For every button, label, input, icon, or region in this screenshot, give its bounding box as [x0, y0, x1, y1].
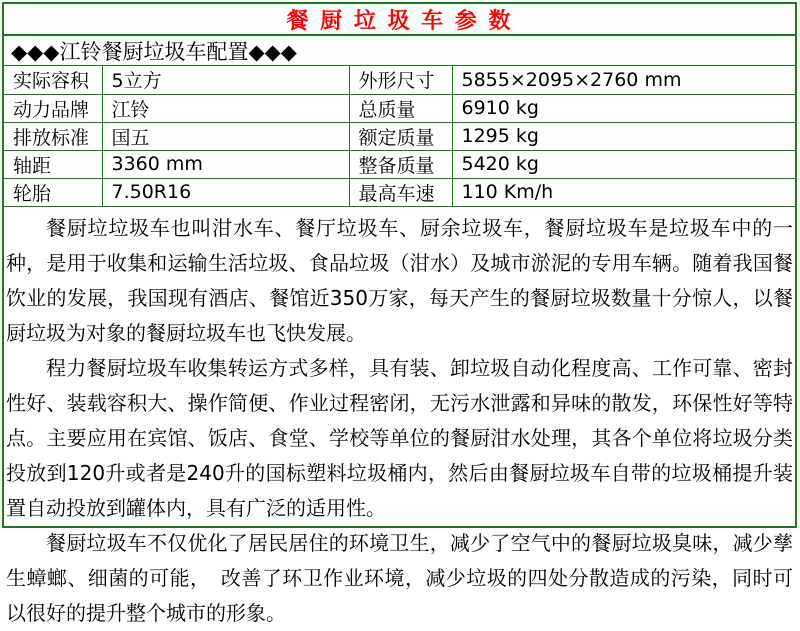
spec-table	[4, 66, 795, 207]
spec-label: 轮胎	[4, 178, 102, 206]
spec-value: 1295 kg	[452, 122, 795, 150]
table-row	[4, 150, 795, 178]
spec-value: 江铃	[102, 94, 349, 122]
table-row	[4, 66, 795, 94]
spec-value: 3360 mm	[102, 150, 349, 178]
spec-label: 整备质量	[349, 150, 452, 178]
subtitle-bar	[4, 36, 795, 66]
table-row	[4, 122, 795, 150]
spec-value: 5855×2095×2760 mm	[452, 66, 795, 94]
spec-value: 7.50R16	[102, 178, 349, 206]
spec-label: 轴距	[4, 150, 102, 178]
description-paragraph: 程力餐厨垃圾车收集转运方式多样，具有装、卸垃圾自动化程度高、工作可靠、密封性好、装载容积大、操作简便、作业过程密闭，无污水泄露和异味的散发，环保性好等特点。主要应用在宾馆、饭店、食堂、学校等单位的餐厨泔水处理，其各个单位将垃圾分类投放到120升或者是240升的国标塑料垃圾桶内，然后由餐厨垃圾车自带的垃圾桶提升装置自动投放到罐体内，具有广泛的适用性。	[6, 355, 793, 520]
spec-label: 额定质量	[349, 122, 452, 150]
description-paragraph: 餐厨垃垃圾车也叫泔水车、餐厅垃圾车、厨余垃圾车，餐厨垃圾车是垃圾车中的一种，是用于收集和运输生活垃圾、食品垃圾（泔水）及城市淤泥的专用车辆。随着我国餐饮业的发展，我国现有酒店、餐馆近350万家，每天产生的餐厨垃圾数量十分惊人，以餐厨垃圾为对象的餐厨垃圾车也飞快发展。	[6, 215, 793, 345]
description-paragraph: 餐厨垃圾车不仅优化了居民居住的环境卫生，减少了空气中的餐厨垃圾臭味，减少孳生蟑螂、细菌的可能， 改善了环卫作业环境，减少垃圾的四处分散造成的污染，同时可以很好的提升整个城市的形象。	[6, 530, 793, 625]
spec-label: 外形尺寸	[349, 66, 452, 94]
spec-label: 动力品牌	[4, 94, 102, 122]
table-row	[4, 94, 795, 122]
spec-value: 110 Km/h	[452, 178, 795, 206]
table-row	[4, 178, 795, 206]
spec-value: 5420 kg	[452, 150, 795, 178]
page-title: 餐 厨 垃 圾 车 参 数	[286, 8, 513, 34]
spec-label: 最高车速	[349, 178, 452, 206]
title-bar	[4, 4, 795, 36]
spec-label: 实际容积	[4, 66, 102, 94]
document-frame	[2, 2, 797, 625]
description-section	[4, 207, 795, 631]
spec-label: 总质量	[349, 94, 452, 122]
spec-value: 国五	[102, 122, 349, 150]
spec-value: 5立方	[102, 66, 349, 94]
spec-label: 排放标准	[4, 122, 102, 150]
config-heading: ◆◆◆江铃餐厨垃圾车配置◆◆◆	[11, 39, 297, 64]
spec-value: 6910 kg	[452, 94, 795, 122]
